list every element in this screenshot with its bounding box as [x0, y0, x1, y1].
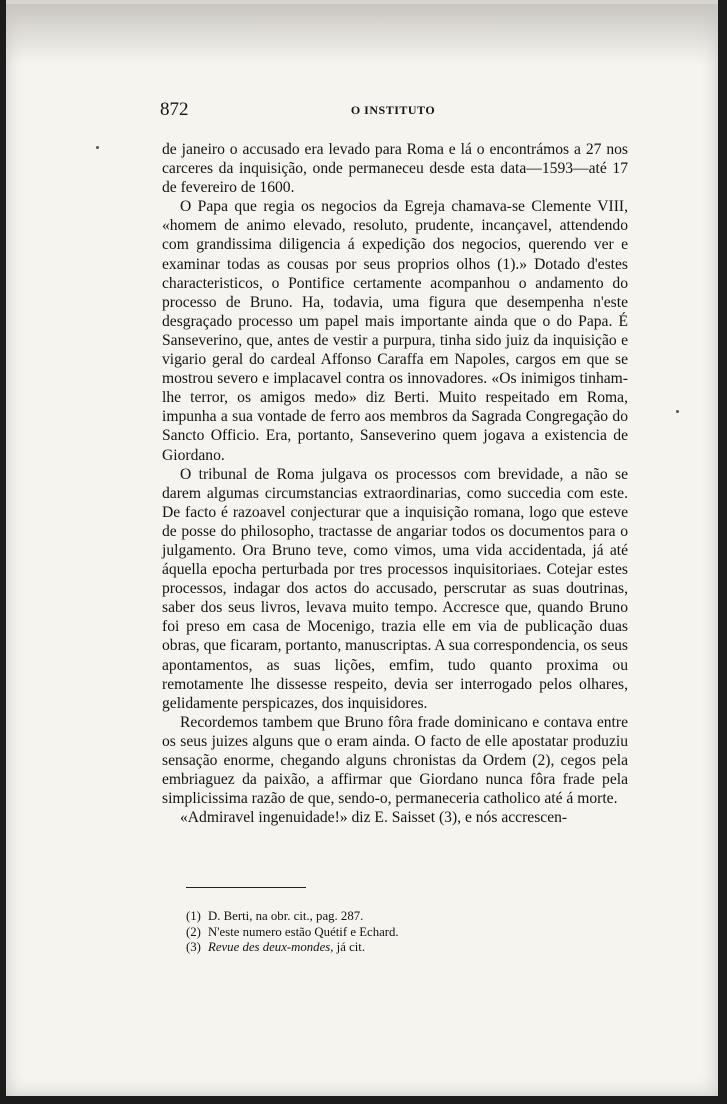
footnote-text: D. Berti, na obr. cit., pag. 287.	[208, 909, 364, 923]
footnote	[186, 925, 586, 941]
scan-border-left	[0, 0, 6, 1104]
footnote-marker: (2)	[186, 924, 201, 939]
scan-shadow	[6, 4, 718, 64]
paragraph: de janeiro o accusado era levado para Roma e lá o encontrámos a 27 nos carceres da inquisição, onde permaneceu desde esta data—1593—até 17 de fevereiro de 1600.	[162, 141, 628, 197]
scan-border-right	[718, 0, 727, 1104]
paper-speck	[96, 146, 99, 149]
footnote	[186, 940, 586, 956]
page-header	[160, 99, 626, 123]
footnote-italic-title: Revue des deux-mondes,	[208, 940, 334, 954]
paragraph: «Admiravel ingenuidade!» diz E. Saisset (3), e nós accrescen-	[180, 809, 568, 827]
footnote-marker: (3)	[186, 940, 201, 954]
footnote-text: já cit.	[333, 940, 366, 954]
paragraph: Recordemos tambem que Bruno fôra frade dominicano e contava entre os seus juizes alguns que o eram ainda. O facto de elle apostatar produziu sensação enorme, chegando alguns chronistas da Ordem (2), cegos pela embriaguez da paixão, a affirmar que Giordano nunca fôra frade pela simplicissima razão de que, sendo-o, permaneceria catholico até á morte.	[162, 713, 628, 808]
footnotes	[186, 909, 586, 956]
paragraph: O tribunal de Roma julgava os processos com brevidade, a não se darem algumas circumstancias extraordinarias, como succedia com este. De facto é razoavel conjecturar que a inquisição romana, logo que esteve de posse do philosopho, tractasse de angariar todos os documentos para o julgamento. Ora Bruno teve, como vimos, uma vida accidentada, já até áquella epocha perturbada por tres processos inquisitoriaes. Cotejar estes processos, indagar dos actos do accusado, perscrutar as suas doutrinas, saber dos seus livros, levava muito tempo. Accresce que, quando Bruno foi preso em casa de Mocenigo, trazia elle em via de publicação duas obras, que ficaram, portanto, manuscriptas. A sua correspondencia, os seus apontamentos, as suas lições, emfim, tudo quanto proxima ou remotamente lhe dissesse respeito, devia ser interrogado pelos olhares, gelidamente perspicazes, dos inquisidores.	[162, 465, 628, 712]
page-number: 872	[160, 99, 189, 120]
running-title: O INSTITUTO	[350, 103, 436, 117]
paper-speck	[676, 410, 679, 413]
footnote-rule	[186, 887, 306, 888]
footnote	[186, 909, 586, 925]
scan-border-bottom	[0, 1096, 727, 1104]
paragraph: O Papa que regia os negocios da Egreja chamava-se Clemente VIII, «homem de animo elevado, resoluto, prudente, incançavel, attendendo com grandissima diligencia á expedição dos negocios, querendo ver e examinar todas as cousas por seus proprios olhos (1).» Dotado d'estes characteristicos, o Pontifice certamente acompanhou o andamento do processo de Bruno. Ha, todavia, uma figura que desempenha n'este desgraçado processo um papel mais importante ainda que o do Papa. É Sanseverino, que, antes de vestir a purpura, tinha sido juiz da inquisição e vigario geral do cardeal Affonso Caraffa em Napoles, cargos em que se mostrou severo e implacavel contra os innovadores. «Os inimigos tinham-lhe terror, os amigos medo» diz Berti. Muito respeitado em Roma, impunha a sua vontade de ferro aos membros da Sagrada Congregação do Sancto Officio. Era, portanto, Sanseverino quem jogava a existencia de Giordano.	[162, 198, 628, 464]
body-text	[162, 140, 628, 827]
footnote-marker: (1)	[186, 909, 201, 923]
footnote-text: N'este numero estão Quétif e Echard.	[208, 924, 399, 939]
